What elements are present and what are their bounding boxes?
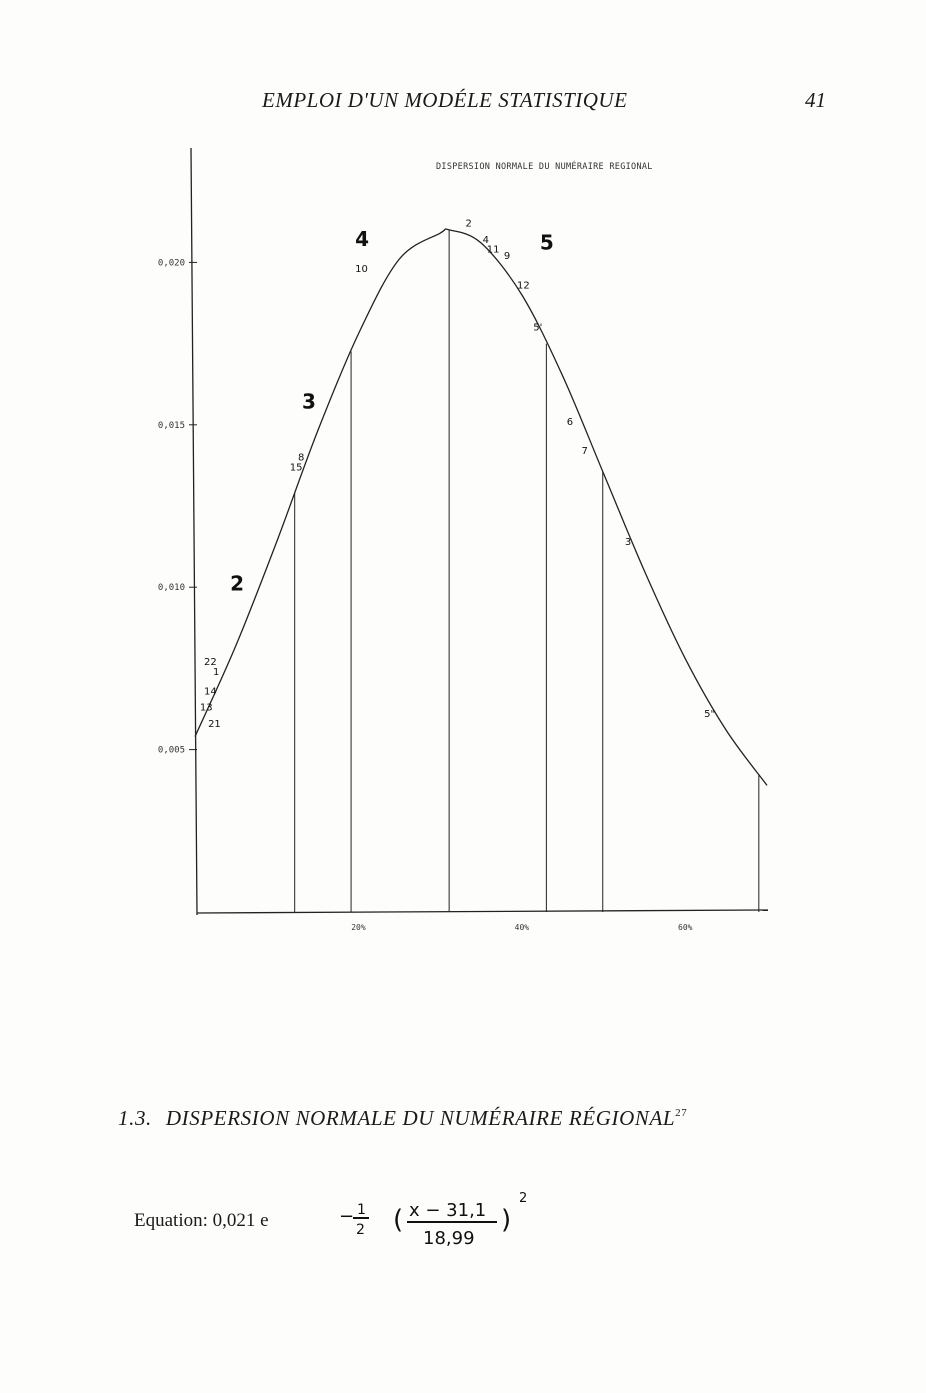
y-tick-label: 0,010	[157, 583, 185, 594]
point-label: 5'	[533, 322, 543, 334]
zone-label: 3	[302, 389, 316, 414]
point-label: 8	[297, 452, 305, 464]
figure-caption	[118, 1106, 687, 1131]
y-tick-label: 0,005	[157, 745, 185, 756]
exponent-close-paren: )	[501, 1205, 512, 1235]
point-label: 2	[465, 218, 472, 230]
zone-label: 5	[539, 230, 554, 255]
exponent-power: 2	[519, 1191, 528, 1206]
point-label: 21	[208, 718, 221, 730]
x-axis	[197, 910, 768, 913]
point-label: 22	[203, 657, 217, 669]
zone-label: 4	[355, 227, 370, 252]
distribution-curve	[195, 229, 767, 785]
y-tick-label: 0,015	[157, 420, 185, 431]
point-label: 15	[289, 462, 303, 474]
exponent-half-numerator: 1	[357, 1202, 366, 1218]
point-label: 9	[503, 251, 511, 263]
x-tick-label: 60%	[678, 923, 693, 932]
caption-number: 1.3.	[118, 1106, 152, 1130]
page-number: 41	[805, 88, 826, 112]
point-label: 11	[486, 244, 500, 256]
x-tick-label: 40%	[514, 923, 530, 932]
point-label: 7	[581, 446, 588, 458]
equation-line	[134, 1210, 269, 1232]
running-head: EMPLOI D'UN MODÉLE STATISTIQUE	[262, 88, 628, 112]
exponent-open-paren: (	[393, 1205, 404, 1235]
equation-exponent	[335, 1172, 555, 1262]
exponent-denominator: 18,99	[423, 1228, 475, 1249]
caption-text: DISPERSION NORMALE DU NUMÉRAIRE RÉGIONAL	[165, 1106, 676, 1130]
point-label: 12	[516, 280, 530, 292]
exponent-minus: −	[339, 1206, 355, 1227]
point-label: 5"	[704, 709, 716, 721]
zone-label: 2	[230, 571, 245, 596]
point-label: 14	[203, 686, 217, 698]
point-label: 10	[355, 264, 368, 276]
point-label: 1	[212, 666, 220, 678]
chart-title: DISPERSION NORMALE DU NUMÉRAIRE REGIONAL	[436, 162, 653, 172]
point-label: 13	[199, 702, 213, 714]
exponent-half-denominator: 2	[356, 1222, 365, 1238]
x-tick-label: 20%	[351, 923, 366, 932]
point-label: 4	[482, 234, 490, 246]
point-label: 6	[566, 416, 574, 428]
y-tick-label: 0,020	[157, 258, 185, 269]
footnote-marker: 27	[675, 1107, 688, 1119]
exponent-numerator: x − 31,1	[409, 1200, 487, 1221]
point-label: 3	[624, 536, 632, 548]
equation-prefix: Equation: 0,021 e	[134, 1210, 269, 1231]
y-axis	[191, 148, 197, 915]
